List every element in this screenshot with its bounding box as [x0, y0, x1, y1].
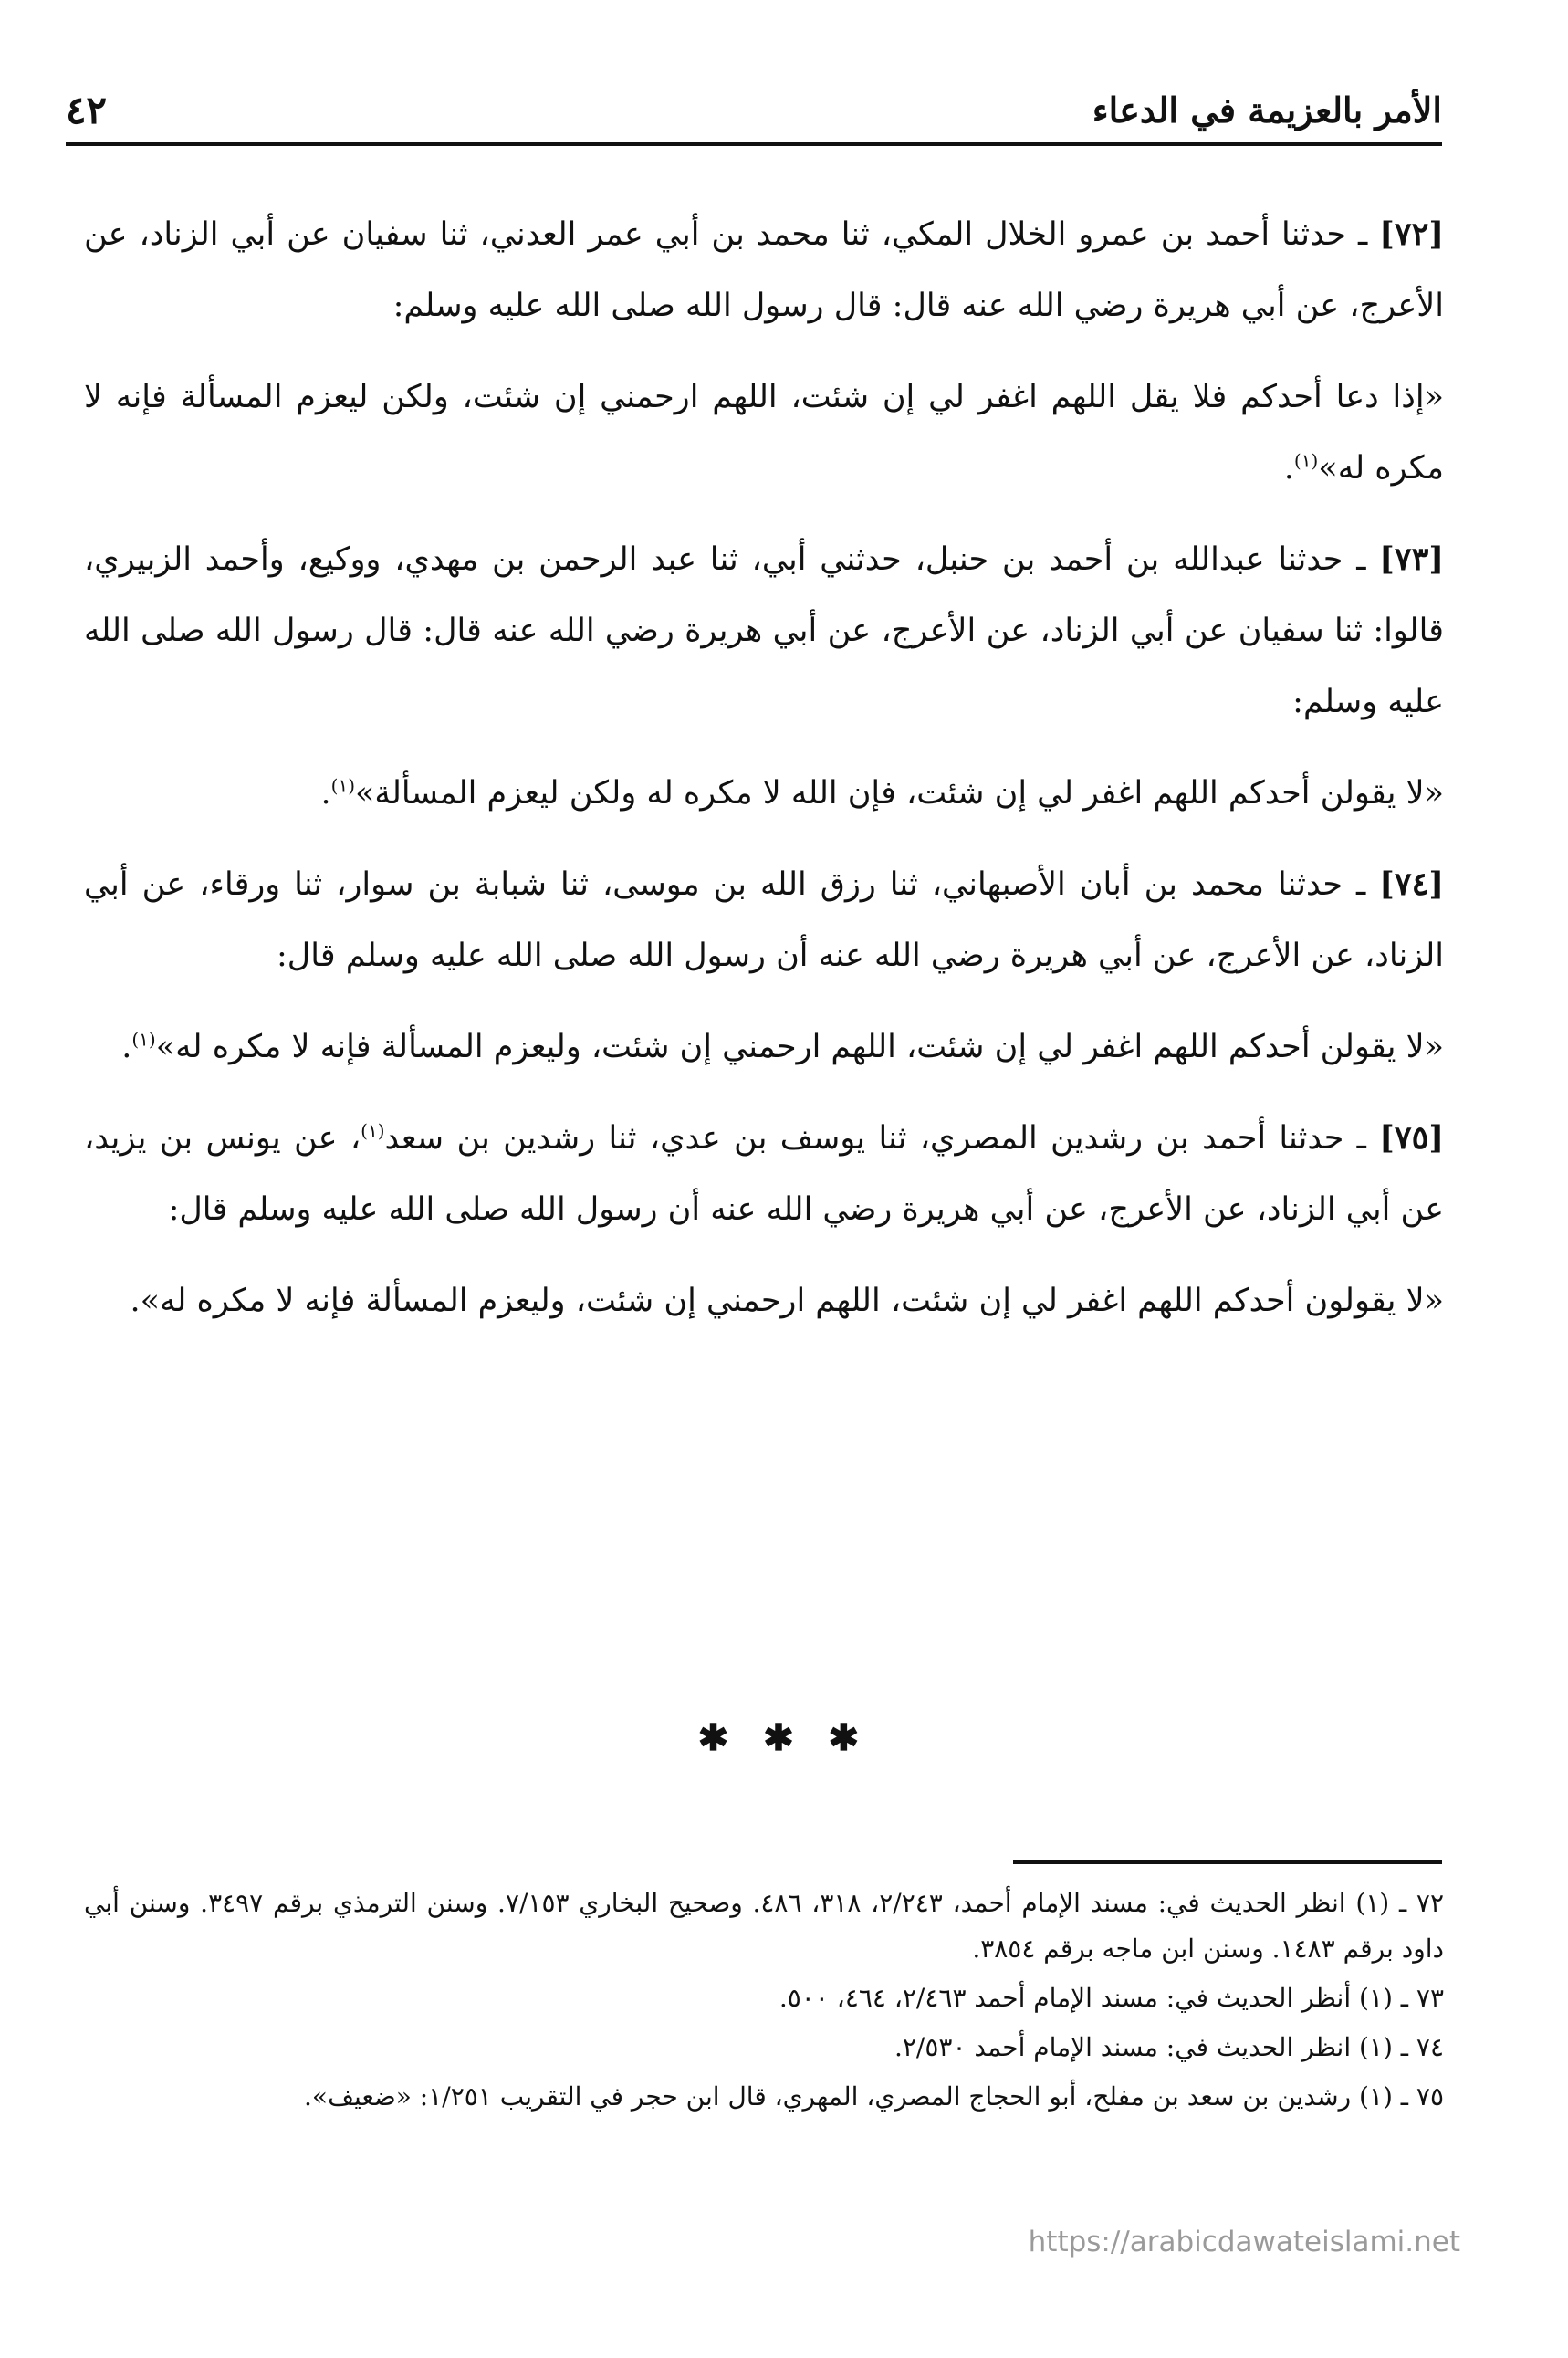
end-mark: . — [320, 775, 331, 812]
hadith-73-matn — [84, 758, 1444, 829]
footnote-rule — [1013, 1860, 1442, 1864]
watermark-url: https://arabicdawateislami.net — [1028, 2226, 1460, 2258]
hadith-number: [٧٤] — [1379, 865, 1444, 903]
header-rule — [66, 142, 1442, 146]
hadith-number: [٧٣] — [1379, 540, 1444, 578]
isnad-text: ـ حدثنا عبدالله بن أحمد بن حنبل، حدثني أبي، ثنا عبد الرحمن بن مهدي، ووكيع، وأحمد الزبيري، قالوا: ثنا سفيان عن أبي الزناد، عن الأعرج، عن أبي هريرة رضي الله عنه قال: قال رسول الله صلى الله عليه وسلم: — [84, 541, 1444, 720]
hadith-number: [٧٢] — [1379, 215, 1444, 253]
matn-text: «إذا دعا أحدكم فلا يقل اللهم اغفر لي إن شئت، اللهم ارحمني إن شئت، ولكن ليعزم المسألة فإنه لا مكره له» — [84, 379, 1444, 487]
isnad-text: ـ حدثنا محمد بن أبان الأصبهاني، ثنا رزق الله بن موسى، ثنا شبابة بن سوار، ثنا ورقاء، عن أبي الزناد، عن الأعرج، عن أبي هريرة رضي الله عنه أن رسول الله صلى الله عليه وسلم قال: — [84, 866, 1444, 974]
hadith-73-isnad — [84, 524, 1444, 738]
matn-text: «لا يقولن أحدكم اللهم اغفر لي إن شئت، اللهم ارحمني إن شئت، وليعزم المسألة فإنه لا مكره له» — [155, 1029, 1444, 1065]
isnad-text: ـ حدثنا أحمد بن رشدين المصري، ثنا يوسف بن عدي، ثنا رشدين بن سعد — [384, 1120, 1366, 1157]
hadith-75-matn — [84, 1265, 1444, 1336]
running-title: الأمر بالعزيمة في الدعاء — [1092, 89, 1442, 131]
page-header — [66, 84, 1442, 135]
hadith-72-isnad — [84, 199, 1444, 341]
matn-text: «لا يقولون أحدكم اللهم اغفر لي إن شئت، اللهم ارحمني إن شئت، وليعزم المسألة فإنه لا مكره له». — [130, 1283, 1444, 1319]
footnotes — [84, 1881, 1444, 2123]
isnad-text: ، عن يونس بن يزيد، عن أبي الزناد، عن الأعرج، عن أبي هريرة رضي الله عنه أن رسول الله صلى الله عليه وسلم قال: — [84, 1120, 1444, 1228]
hadith-75-isnad — [84, 1103, 1444, 1245]
footnote-marker: (١) — [361, 1119, 385, 1142]
end-mark: . — [1283, 450, 1294, 487]
section-separator: ✱ ✱ ✱ — [697, 1716, 871, 1759]
footnote-72: ٧٢ ـ (١) انظر الحديث في: مسند الإمام أحمد، ٢/٢٤٣، ٣١٨، ٤٨٦. وصحيح البخاري ٧/١٥٣. وسنن الترمذي برقم ٣٤٩٧. وسنن أبي داود برقم ١٤٨٣. وسنن ابن ماجه برقم ٣٨٥٤. — [84, 1888, 1444, 1964]
hadith-72-matn — [84, 362, 1444, 504]
footnote-74: ٧٤ ـ (١) انظر الحديث في: مسند الإمام أحمد ٢/٥٣٠. — [894, 2032, 1444, 2062]
footnote-marker: (١) — [1293, 449, 1319, 472]
hadith-number: [٧٥] — [1379, 1119, 1444, 1157]
footnote-marker: (١) — [131, 1028, 156, 1051]
main-text — [84, 199, 1444, 1357]
footnote-75: ٧٥ ـ (١) رشدين بن سعد بن مفلح، أبو الحجاج المصري، المهري، قال ابن حجر في التقريب ١/٢٥١: «ضعيف». — [304, 2081, 1444, 2112]
end-mark: . — [121, 1029, 132, 1065]
hadith-74-matn — [84, 1011, 1444, 1083]
matn-text: «لا يقولن أحدكم اللهم اغفر لي إن شئت، فإن الله لا مكره له ولكن ليعزم المسألة» — [355, 775, 1444, 812]
footnote-73: ٧٣ ـ (١) أنظر الحديث في: مسند الإمام أحمد ٢/٤٦٣، ٤٦٤، ٥٠٠. — [779, 1983, 1444, 2013]
page-number: ٤٢ — [66, 87, 108, 132]
footnote-marker: (١) — [330, 774, 356, 797]
isnad-text: ـ حدثنا أحمد بن عمرو الخلال المكي، ثنا محمد بن أبي عمر العدني، ثنا سفيان عن أبي الزناد، عن الأعرج، عن أبي هريرة رضي الله عنه قال: قال رسول الله صلى الله عليه وسلم: — [84, 216, 1444, 324]
hadith-74-isnad — [84, 849, 1444, 991]
